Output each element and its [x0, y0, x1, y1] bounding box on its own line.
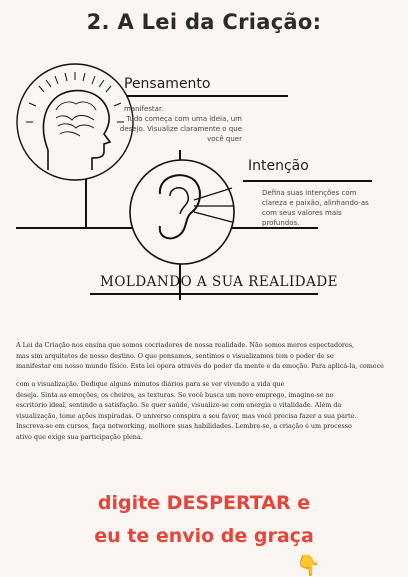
- head-brain-icon: [17, 64, 133, 180]
- intencao-line-1: Defina suas intenções com: [262, 189, 357, 197]
- body-line: visualização, tome ações inspiradas. O universo conspira a seu favor, mas você precisa fazer a sua parte.: [16, 411, 357, 420]
- shaping-heading: MOLDANDO A SUA REALIDADE: [100, 274, 339, 290]
- intencao-line-3: com seus valores mais: [262, 209, 342, 217]
- cta-line-1: digite DESPERTAR e: [97, 492, 311, 514]
- body-line: mas sim arquitetos de nosso destino. O que pensamos, sentimos e visualizamos tem o poder de se: [16, 351, 334, 360]
- intencao-heading: Intenção: [248, 158, 309, 174]
- body-paragraph-2: [16, 379, 400, 443]
- pensamento-line-1: manifestar.: [124, 105, 164, 113]
- cta-line-2: eu te envio de graça: [94, 525, 314, 547]
- body-line: Inscreva-se em cursos, faça networking, melhore suas habilidades. Lembre-se, a criação é um processo: [16, 422, 352, 431]
- body-line: manifestar em nosso mundo físico. Esta lei opera através do poder da mente e da emoção. Para aplicá-la, comece: [16, 362, 384, 371]
- ear-icon: [130, 160, 234, 264]
- body-line: escritório ideal, sentindo a satisfação. Se quer saúde, visualize-se com energia e vitalidade. Além da: [16, 401, 342, 410]
- body-paragraph-1: [16, 340, 400, 372]
- page-title: 2. A Lei da Criação:: [86, 10, 322, 34]
- pensamento-line-4: você quer: [207, 135, 242, 143]
- intencao-line-2: clareza e paixão, alinhando-as: [262, 199, 369, 207]
- pensamento-line-3: desejo. Visualize claramente o que: [119, 125, 242, 133]
- pensamento-line-2: Tudo começa com uma ideia, um: [126, 115, 242, 123]
- pensamento-heading: Pensamento: [124, 76, 211, 92]
- body-line: com a visualização. Dedique alguns minutos diários para se ver vivendo a vida que: [16, 380, 285, 388]
- body-line: deseja. Sinta as emoções, os cheiros, as texturas. Se você busca um novo emprego, imagine-se no: [16, 390, 334, 399]
- intencao-line-4: profundos.: [262, 219, 300, 227]
- body-line: A Lei da Criação nos ensina que somos cocriadores de nossa realidade. Não somos meros espectadores,: [16, 341, 355, 349]
- body-line: ativo que exige sua participação plena.: [16, 432, 143, 441]
- pointing-down-emoji: 👇: [296, 553, 321, 577]
